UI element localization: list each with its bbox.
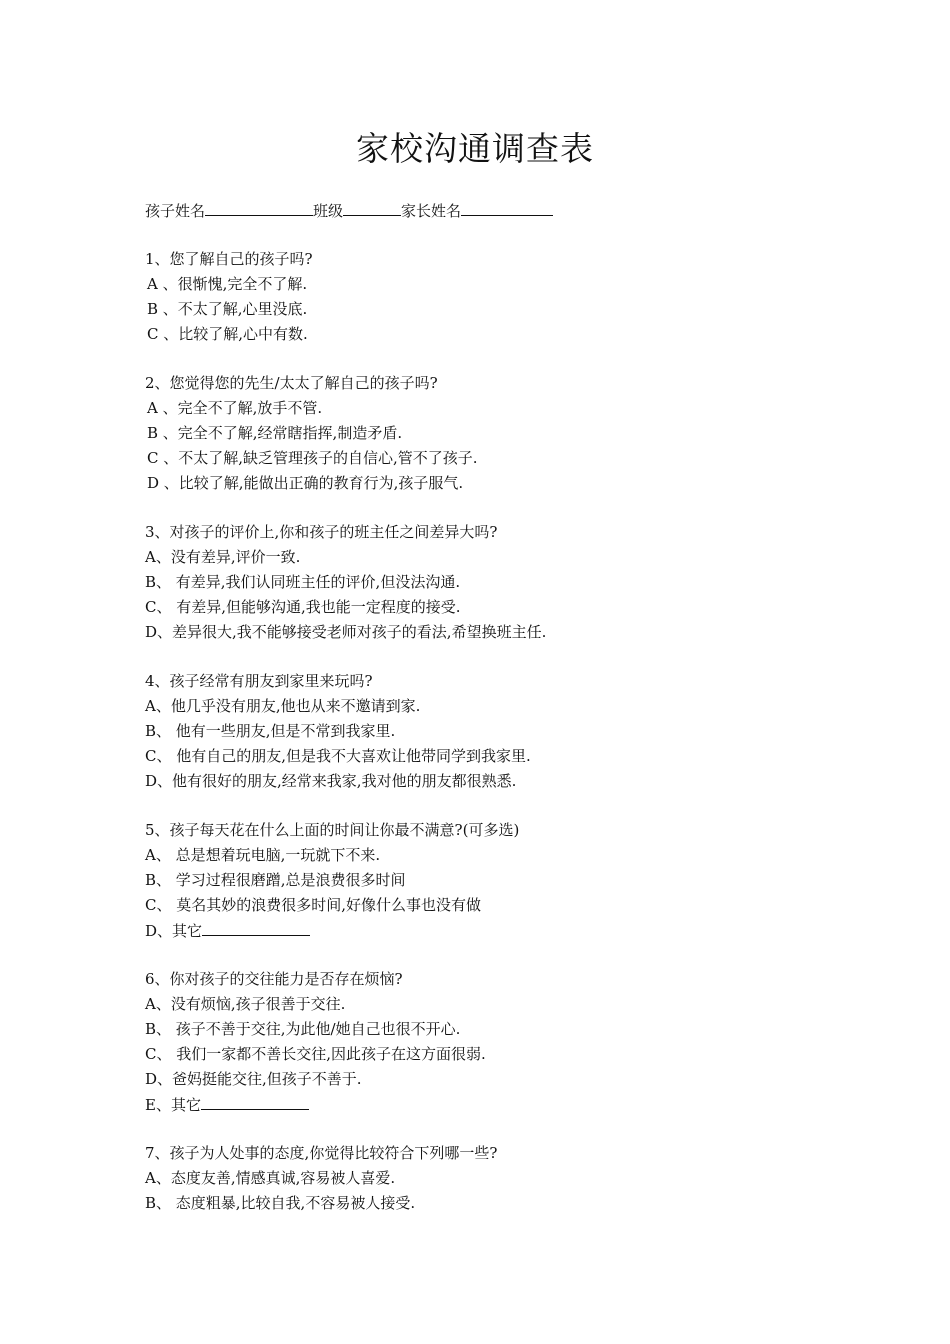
option-c[interactable]: C、 莫名其妙的浪费很多时间,好像什么事也没有做 (145, 896, 482, 914)
other-answer-field[interactable] (201, 1092, 309, 1110)
document-title: 家校沟通调查表 (356, 129, 594, 168)
option-b[interactable]: B、 有差异,我们认同班主任的评价,但没法沟通. (145, 573, 461, 591)
question-block-2 (145, 371, 845, 496)
question-block-6 (145, 967, 845, 1117)
option-b[interactable]: B、 态度粗暴,比较自我,不容易被人接受. (145, 1194, 416, 1212)
other-answer-field[interactable] (202, 918, 310, 936)
parent-name-label: 家长姓名 (401, 202, 462, 220)
option-a[interactable]: A、没有烦恼,孩子很善于交往. (145, 995, 346, 1013)
parent-name-field[interactable] (461, 198, 553, 216)
option-b[interactable]: B、 学习过程很磨蹭,总是浪费很多时间 (145, 871, 406, 889)
child-name-field[interactable] (205, 198, 313, 216)
option-d[interactable]: D、爸妈挺能交往,但孩子不善于. (145, 1070, 362, 1088)
option-a[interactable]: A、他几乎没有朋友,他也从来不邀请到家. (145, 697, 421, 715)
question-block-3 (145, 520, 845, 645)
child-name-label: 孩子姓名 (145, 202, 206, 220)
question-text: 7、孩子为人处事的态度,你觉得比较符合下列哪一些? (145, 1144, 498, 1162)
option-a[interactable]: A 、很惭愧,完全不了解. (147, 275, 308, 293)
other-option-label: E、其它 (145, 1096, 201, 1114)
option-a[interactable]: A 、完全不了解,放手不管. (147, 399, 323, 417)
question-block-4 (145, 669, 845, 794)
question-text: 3、对孩子的评价上,你和孩子的班主任之间差异大吗? (145, 523, 498, 541)
question-text: 5、孩子每天花在什么上面的时间让你最不满意?(可多选) (145, 821, 520, 839)
option-c[interactable]: C 、比较了解,心中有数. (147, 325, 308, 343)
survey-content (145, 198, 845, 1216)
option-e-other[interactable] (145, 1092, 845, 1117)
class-field[interactable] (343, 198, 401, 216)
class-label: 班级 (313, 202, 344, 220)
option-a[interactable]: A、态度友善,情感真诚,容易被人喜爱. (145, 1169, 396, 1187)
question-text: 6、你对孩子的交往能力是否存在烦恼? (145, 970, 403, 988)
option-d-other[interactable] (145, 918, 845, 943)
option-b[interactable]: B、 孩子不善于交往,为此他/她自己也很不开心. (145, 1020, 461, 1038)
question-block-7 (145, 1141, 845, 1216)
option-c[interactable]: C 、不太了解,缺乏管理孩子的自信心,管不了孩子. (147, 449, 478, 467)
question-block-1 (145, 247, 845, 347)
option-b[interactable]: B 、不太了解,心里没底. (147, 300, 308, 318)
other-option-label: D、其它 (145, 922, 203, 940)
question-text: 1、您了解自己的孩子吗? (145, 250, 313, 268)
question-text: 2、您觉得您的先生/太太了解自己的孩子吗? (145, 374, 438, 392)
option-d[interactable]: D、他有很好的朋友,经常来我家,我对他的朋友都很熟悉. (145, 772, 517, 790)
option-d[interactable]: D、差异很大,我不能够接受老师对孩子的看法,希望换班主任. (145, 623, 547, 641)
info-fields-row (145, 198, 845, 223)
option-b[interactable]: B 、完全不了解,经常瞎指挥,制造矛盾. (147, 424, 403, 442)
option-c[interactable]: C、 我们一家都不善长交往,因此孩子在这方面很弱. (145, 1045, 486, 1063)
option-d[interactable]: D 、比较了解,能做出正确的教育行为,孩子服气. (147, 474, 464, 492)
option-c[interactable]: C、 他有自己的朋友,但是我不大喜欢让他带同学到我家里. (145, 747, 531, 765)
option-a[interactable]: A、没有差异,评价一致. (145, 548, 301, 566)
question-block-5 (145, 818, 845, 943)
option-b[interactable]: B、 他有一些朋友,但是不常到我家里. (145, 722, 396, 740)
option-c[interactable]: C、 有差异,但能够沟通,我也能一定程度的接受. (145, 598, 461, 616)
option-a[interactable]: A、 总是想着玩电脑,一玩就下不来. (145, 846, 381, 864)
question-text: 4、孩子经常有朋友到家里来玩吗? (145, 672, 373, 690)
